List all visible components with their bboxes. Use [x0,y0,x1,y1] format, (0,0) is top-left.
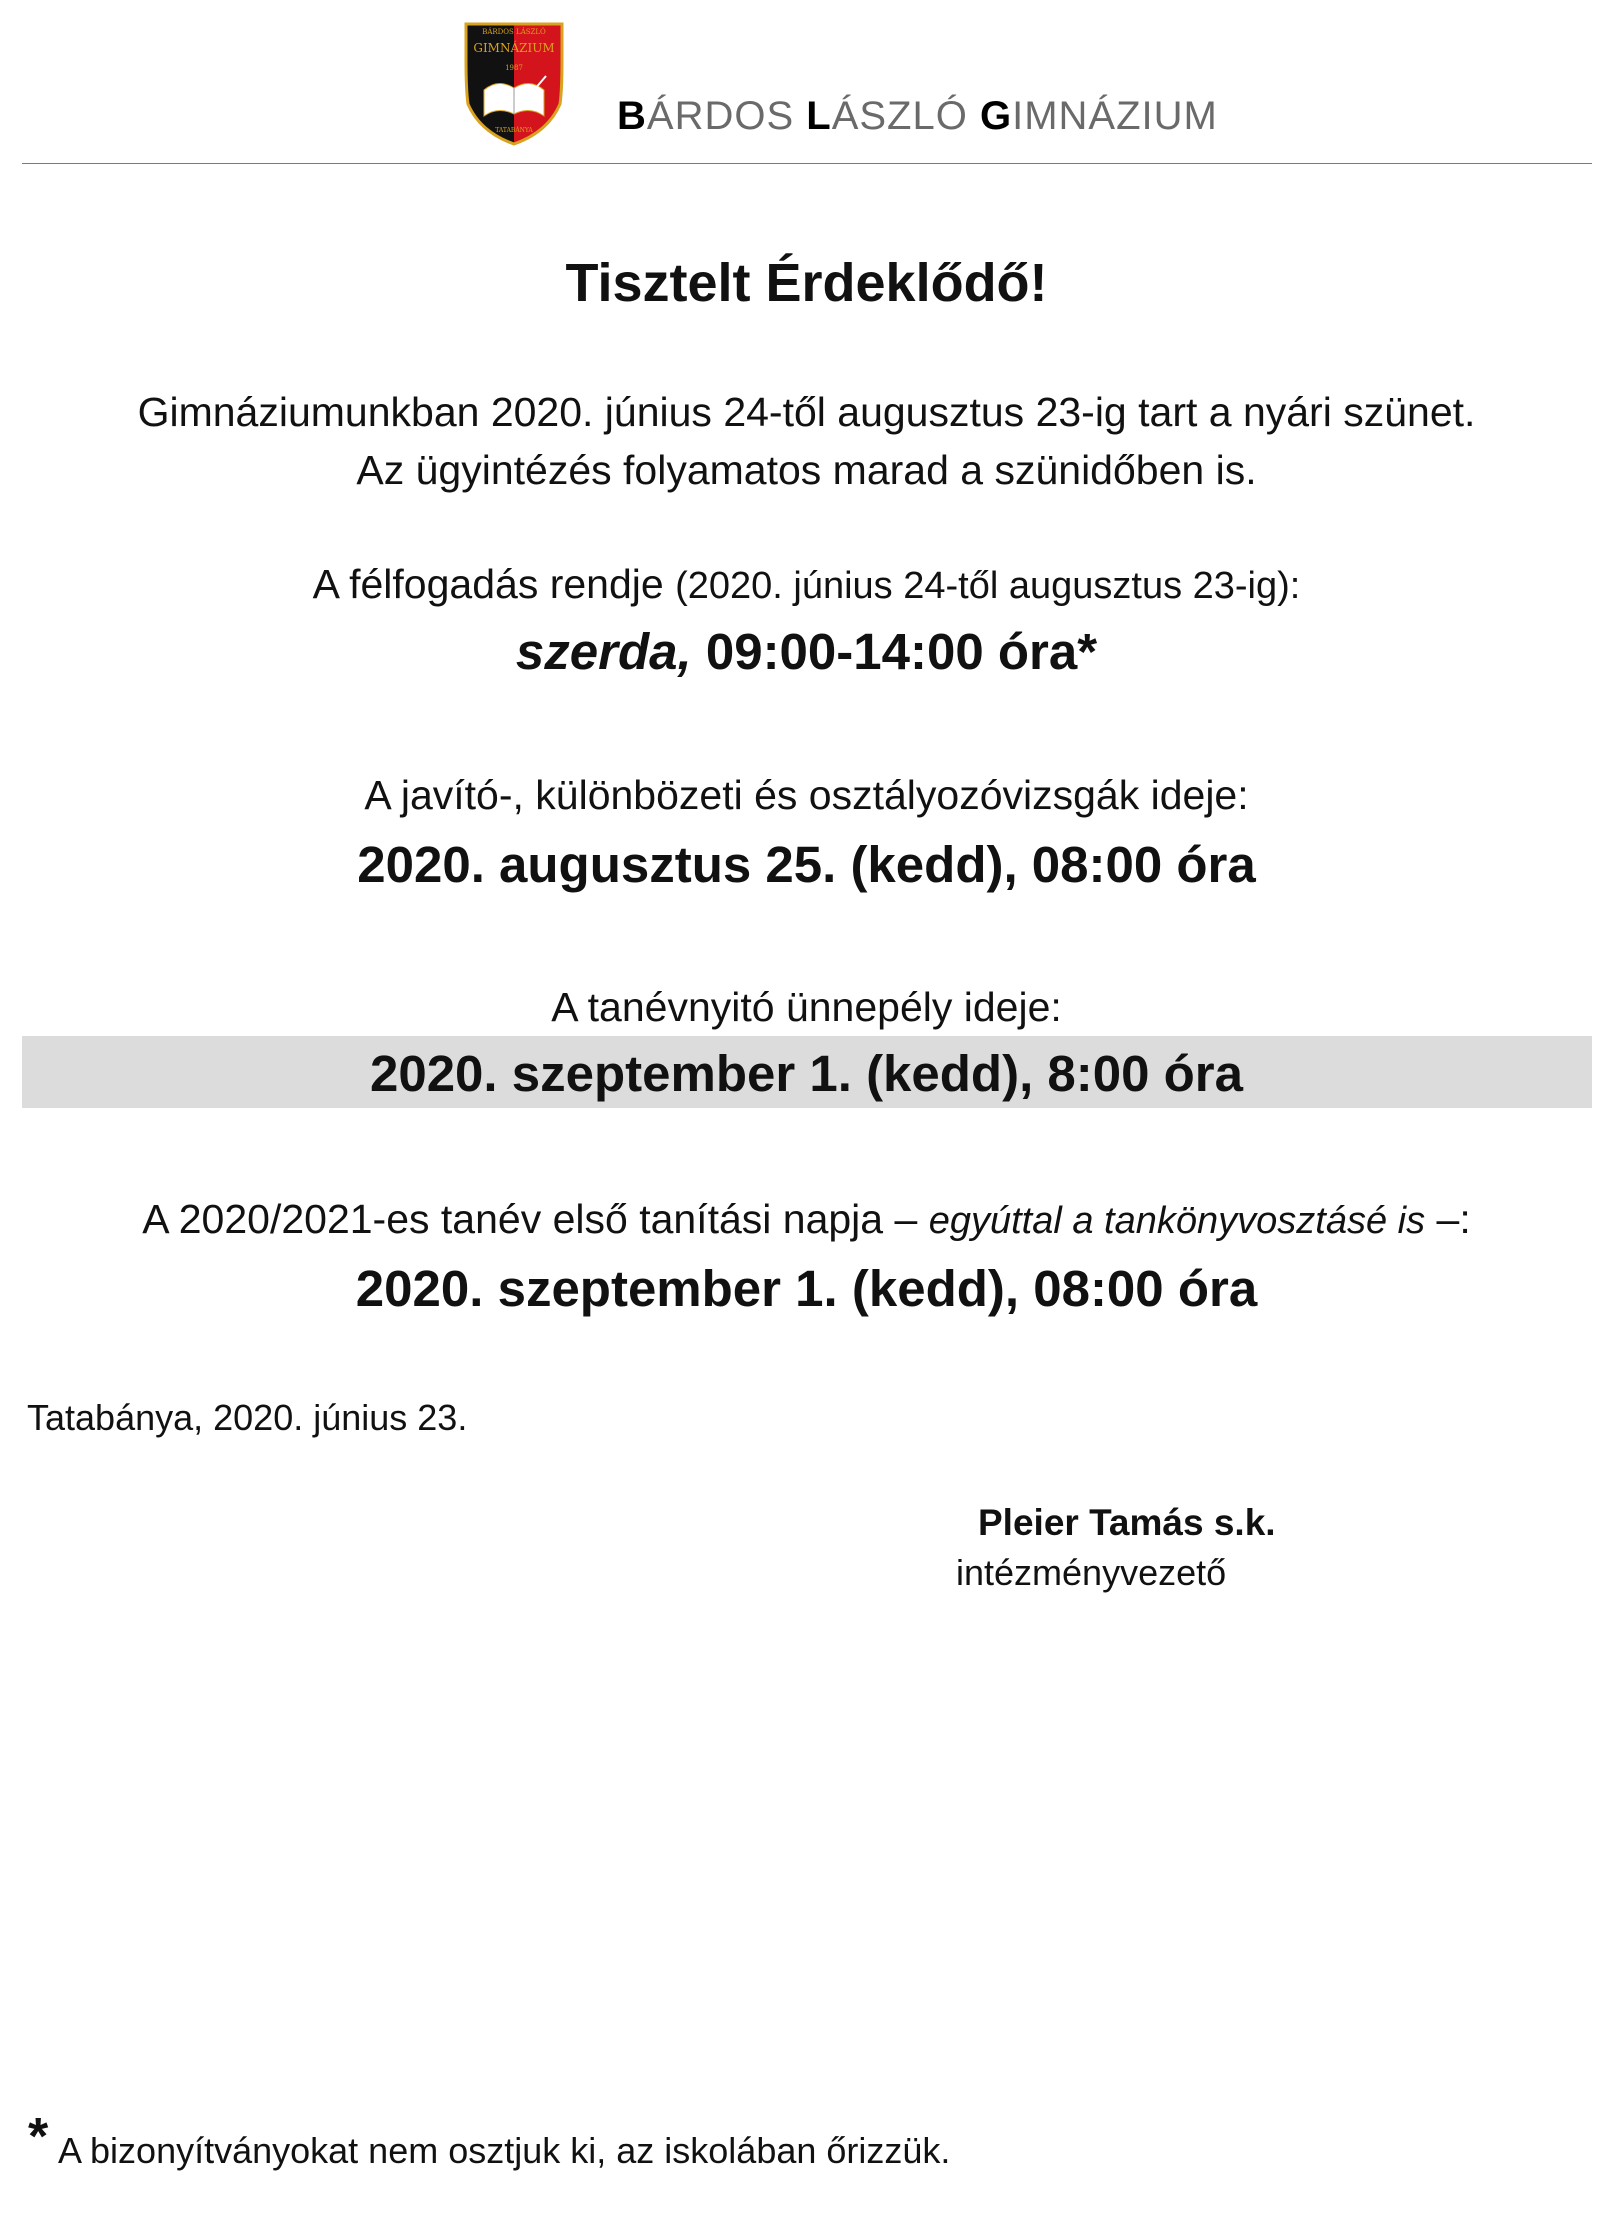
footnote-text: A bizonyítványokat nem osztjuk ki, az iskolában őrizzük. [58,2130,951,2171]
svg-text:TATABÁNYA: TATABÁNYA [495,127,533,134]
school-name [617,94,1218,139]
school-name-initial: L [806,94,832,138]
reception-value [0,622,1613,681]
exams-label: A javító-, különbözeti és osztályozóvizsgák ideje: [364,772,1249,818]
reception-label-text: A félfogadás rendje [312,561,664,607]
intro-line-1: Gimnáziumunkban 2020. június 24-től augusztus 23-ig tart a nyári szünet. [137,389,1476,435]
school-name-initial: G [979,94,1013,138]
svg-text:BÁRDOS LÁSZLÓ: BÁRDOS LÁSZLÓ [482,28,546,36]
reception-hours: 09:00-14:00 óra* [705,623,1098,680]
school-name-part: ÁSZLÓ [831,94,980,138]
reception-label [0,560,1613,610]
opening-ceremony-label: A tanévnyitó ünnepély ideje: [551,984,1062,1030]
school-name-part: ÁRDOS [646,94,807,138]
signer-title: intézményvezető [956,1552,1227,1593]
header-divider [22,163,1592,164]
reception-day: szerda, [515,623,692,680]
svg-text:1987: 1987 [505,64,523,72]
signer-name: Pleier Tamás s.k. [978,1502,1276,1543]
footnote-asterisk: * [28,2108,49,2166]
school-name-part: IMNÁZIUM [1012,94,1218,138]
exams-value: 2020. augusztus 25. (kedd), 08:00 óra [357,836,1256,893]
first-day-label-italic: egyúttal a tankönyvosztásé is [928,1200,1426,1242]
reception-period: (2020. június 24-től augusztus 23-ig): [675,565,1301,607]
page-title: Tisztelt Érdeklődő! [565,253,1048,313]
intro-line-2: Az ügyintézés folyamatos marad a szünidőben is. [356,447,1257,493]
first-day-label-end: –: [1436,1196,1471,1242]
opening-ceremony-value: 2020. szeptember 1. (kedd), 8:00 óra [369,1045,1244,1102]
school-crest-logo [462,20,566,148]
first-day-value: 2020. szeptember 1. (kedd), 08:00 óra [355,1260,1258,1317]
school-name-initial: B [617,94,647,138]
first-day-label [0,1195,1613,1245]
place-date: Tatabánya, 2020. június 23. [27,1397,468,1438]
svg-text:GIMNÁZIUM: GIMNÁZIUM [473,41,555,55]
first-day-label-start: A 2020/2021-es tanév első tanítási napja – [142,1196,918,1242]
